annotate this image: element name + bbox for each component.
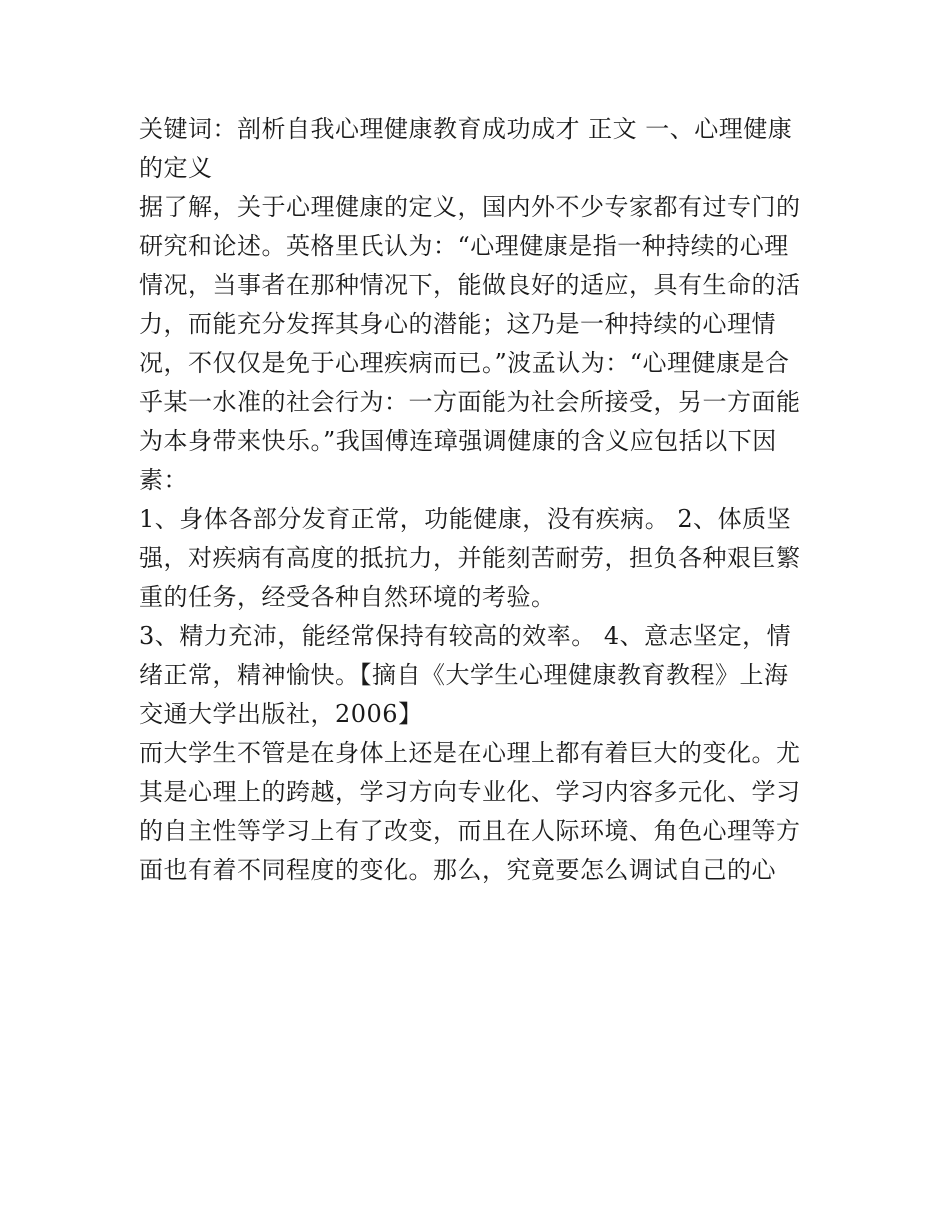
text-line: 为本身带来快乐。”我国傅连璋强调健康的含义应包括以下因 — [139, 427, 777, 455]
text-line: 乎某一水准的社会行为：一方面能为社会所接受，另一方面能 — [139, 388, 801, 416]
keywords-paragraph — [139, 110, 819, 188]
text-line: 绪正常，精神愉快。【摘自《大学生心理健康教育教程》上海 — [139, 661, 789, 689]
text-line: 1、身体各部分发育正常，功能健康，没有疾病。 2、体质坚 — [139, 505, 792, 533]
text-line: 研究和论述。英格里氏认为：“心理健康是指一种持续的心理 — [139, 232, 789, 260]
text-line: 强，对疾病有高度的抵抗力，并能刻苦耐劳，担负各种艰巨繁 — [139, 544, 801, 572]
text-line: 情况，当事者在那种情况下，能做良好的适应，具有生命的活 — [139, 271, 801, 299]
text-line: 力，而能充分发挥其身心的潜能；这乃是一种持续的心理情 — [139, 310, 776, 338]
text-line: 重的任务，经受各种自然环境的考验。 — [139, 583, 556, 611]
text-line: 其是心理上的跨越，学习方向专业化、学习内容多元化、学习 — [139, 778, 801, 806]
text-line: 关键词：剖析自我心理健康教育成功成才 正文 一、心理健康 — [139, 115, 793, 143]
definition-paragraph — [139, 188, 819, 500]
text-line: 据了解，关于心理健康的定义，国内外不少专家都有过专门的 — [139, 193, 801, 221]
document-body — [139, 110, 819, 890]
text-line: 交通大学出版社，2006】 — [139, 700, 423, 728]
text-line: 的自主性等学习上有了改变，而且在人际环境、角色心理等方 — [139, 817, 801, 845]
students-paragraph — [139, 734, 819, 890]
text-line: 素： — [139, 466, 188, 494]
text-line: 3、精力充沛，能经常保持有较高的效率。 4、意志坚定，情 — [139, 622, 792, 650]
factors-paragraph-2 — [139, 617, 819, 734]
text-line: 面也有着不同程度的变化。那么，究竟要怎么调试自己的心 — [139, 856, 776, 884]
text-line: 况，不仅仅是免于心理疾病而已。”波孟认为：“心理健康是合 — [139, 349, 790, 377]
text-line: 而大学生不管是在身体上还是在心理上都有着巨大的变化。尤 — [139, 739, 801, 767]
text-line: 的定义 — [139, 154, 213, 182]
factors-paragraph-1 — [139, 500, 819, 617]
